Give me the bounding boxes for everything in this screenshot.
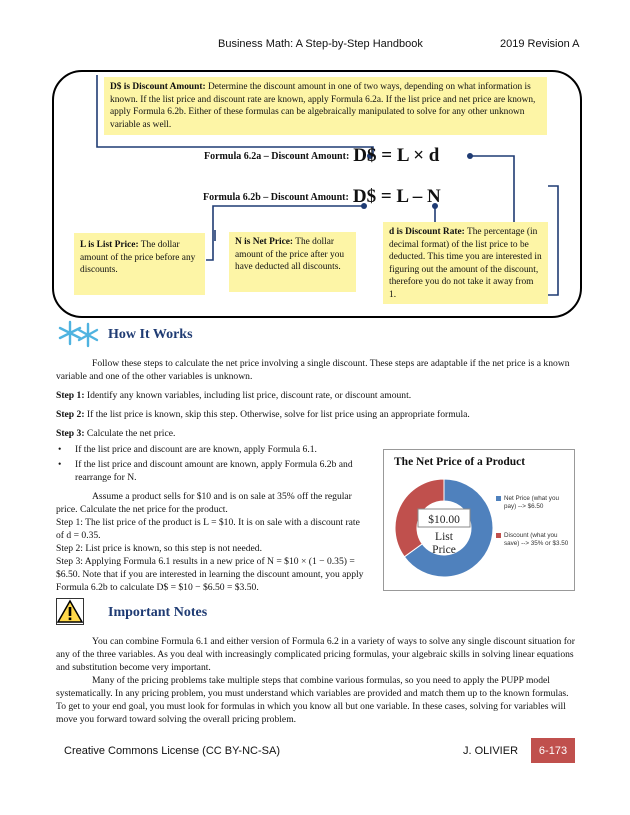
how-it-works-title: How It Works (108, 327, 193, 342)
important-notes-paragraph: Many of the pricing problems take multiple steps that combine various formulas, so you need to apply the PUPP model systematically. In any pricing problem, you must understand which variables are provided and match them up to the known formulas. To get to your end goal, you must look for formulas in which you know all but one variable. In these cases, solving for variables will move you forward toward solving the overall pricing problem. (56, 675, 569, 725)
center-value: $10.00 (428, 514, 460, 526)
legend-discount (504, 532, 574, 548)
net-price-note (229, 232, 356, 292)
formula-6-2a (204, 145, 439, 167)
legend-label: Discount (what you save) --> 35% or $3.50 (504, 532, 569, 547)
note-term: D$ is Discount Amount: (110, 82, 206, 92)
step-label: Step 1: (56, 390, 85, 401)
formula-6-2b (203, 186, 441, 208)
note-text: The dollar amount of the price after you have deducted all discounts. (235, 237, 345, 273)
center-label: List (435, 531, 453, 543)
important-notes-paragraph: You can combine Formula 6.1 and either version of Formula 6.2 in a variety of ways to solve any single discount situation for any of the three variables. As you deal with increasingly complicated pricing formulas, your algebraic skills in solving linear equations and substitution become very important. (56, 636, 575, 673)
note-text: Determine the discount amount in one of two ways, depending on what information is known. If the list price and discount rate are known, apply Formula 6.2a. If the list price and net price are known, apply Formula 6.2b. Either of these formulas can be algebraically manipulated to solve for any other unknown variable as well. (110, 82, 536, 130)
step-3 (56, 427, 576, 440)
legend-net-price (504, 495, 570, 511)
book-title: Business Math: A Step-by-Step Handbook (218, 38, 423, 50)
snowflake-icon (56, 318, 100, 350)
step-text: Identify any known variables, including list price, discount rate, or discount amount. (86, 390, 412, 401)
step-label: Step 3: (56, 428, 85, 439)
bullet-item: If the list price and discount amount are known, apply Formula 6.2b and rearrange for N. (75, 459, 353, 483)
step-1 (56, 389, 576, 402)
discount-amount-note (104, 77, 547, 135)
warning-icon (56, 598, 84, 625)
important-notes-title: Important Notes (108, 605, 208, 620)
step-2 (56, 408, 576, 421)
bullet-icon: • (58, 459, 62, 470)
formula-label: Formula 6.2a – Discount Amount: (204, 151, 350, 162)
step-label: Step 2: (56, 409, 85, 420)
example-step-1: Step 1: The list price of the product is L = $10. It is on sale with a discount rate of d = 0.35. (56, 517, 360, 541)
step-text: Calculate the net price. (86, 428, 176, 439)
note-term: d is Discount Rate: (389, 227, 465, 237)
license-label: Creative Commons License (CC BY-NC-SA) (64, 745, 280, 757)
formula-expression: D$ = L × d (353, 145, 440, 166)
formula-label: Formula 6.2b – Discount Amount: (203, 192, 349, 203)
discount-rate-note (383, 222, 548, 304)
net-price-chart (383, 449, 575, 591)
formula-expression: D$ = L – N (352, 186, 441, 207)
revision-label: 2019 Revision A (500, 38, 580, 50)
legend-swatch (496, 533, 501, 538)
connector-dot (467, 153, 473, 159)
note-term: N is Net Price: (235, 237, 294, 247)
bullet-item: If the list price and discount are are known, apply Formula 6.1. (75, 444, 317, 455)
legend-label: Net Price (what you pay) --> $6.50 (504, 495, 559, 510)
step-text: If the list price is known, skip this step. Otherwise, solve for list price using an appropriate formula. (86, 409, 470, 420)
how-it-works-intro: Follow these steps to calculate the net price involving a single discount. These steps are adaptable if the net price is a known variable and one of the other variables is unknown. (56, 358, 570, 382)
example-intro: Assume a product sells for $10 and is on sale at 35% off the regular price. Calculate the net price for the product. (56, 491, 352, 515)
pie-chart (384, 470, 504, 588)
note-text: The dollar amount of the price before any discounts. (80, 240, 196, 276)
bullet-icon: • (58, 444, 62, 455)
legend-swatch (496, 496, 501, 501)
list-price-note (74, 233, 205, 295)
note-term: L is List Price: (80, 240, 139, 250)
page-number: 6-173 (531, 738, 575, 763)
center-label: Price (432, 544, 456, 556)
chart-title: The Net Price of a Product (394, 456, 526, 468)
note-text: The percentage (in decimal format) of the list price to be deducted. This time you are interested in figuring out the amount of the discount, therefore you do not take it away from 1. (389, 227, 542, 300)
example-step-3: Step 3: Applying Formula 6.1 results in a new price of N = $10 × (1 − 0.35) = $6.50. Note that if you are interested in learning the discount amount, you apply Formula 6.2b to calculate D$ = $10 − $6.50 = $3.50. (56, 556, 364, 593)
author-label: J. OLIVIER (463, 745, 519, 757)
example-step-2: Step 2: List price is known, so this step is not needed. (56, 543, 262, 554)
